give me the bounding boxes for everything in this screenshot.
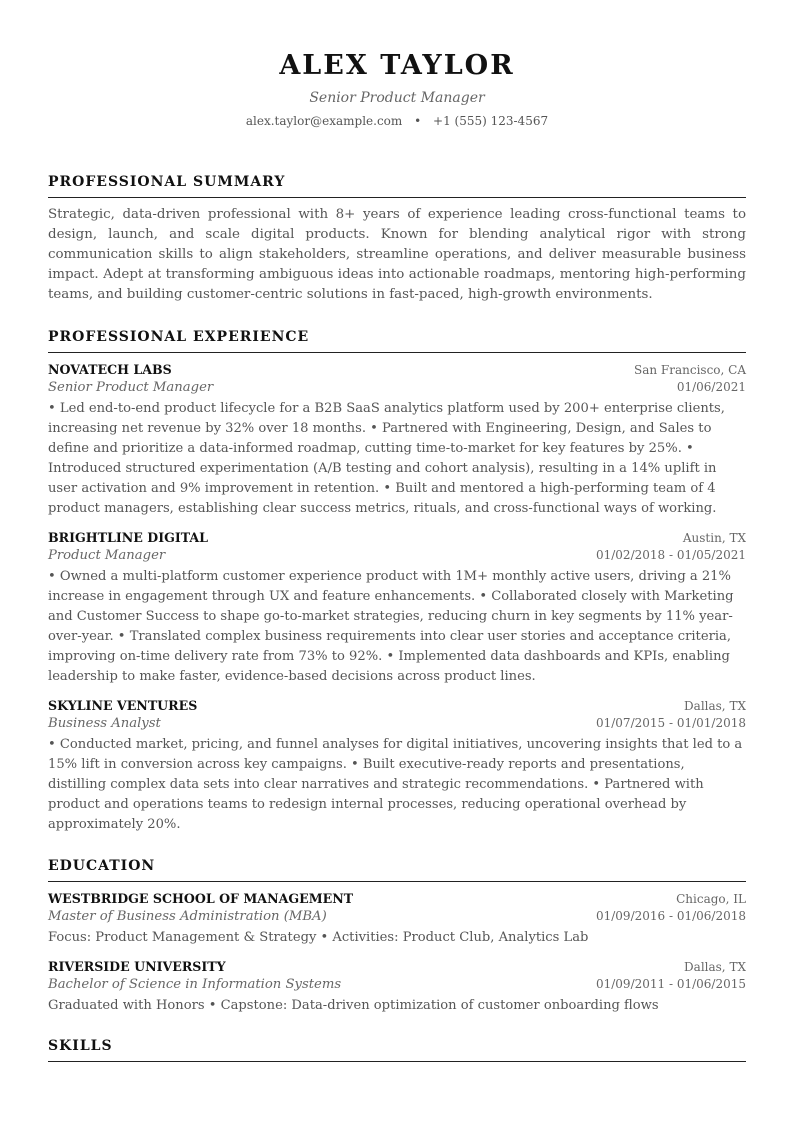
entry-description: • Conducted market, pricing, and funnel analyses for digital initiatives, uncovering insights that led to a 15% lift in conversion across key campaigns. • Built executive-ready reports and presentations, distilling complex data sets into clear narratives and strategic recommendations. • Partnered with product and operations teams to redesign internal processes, reducing operational overhead by approximately 20%. <box>48 737 743 832</box>
entry-header-row <box>48 529 746 547</box>
entry-dates: 01/09/2016 - 01/06/2018 <box>595 909 746 923</box>
entry-subheader-row <box>48 715 746 733</box>
entry-details: Graduated with Honors • Capstone: Data-driven optimization of customer onboarding flows <box>48 998 659 1013</box>
entry-location: Dallas, TX <box>684 699 746 713</box>
education-section <box>48 857 746 1016</box>
entry-details: Focus: Product Management & Strategy • Activities: Product Club, Analytics Lab <box>48 930 589 945</box>
section-title-summary: PROFESSIONAL SUMMARY <box>48 173 746 198</box>
entry-organization: SKYLINE VENTURES <box>48 698 198 713</box>
contact-line <box>48 113 746 129</box>
experience-entry <box>48 697 746 835</box>
contact-separator: • <box>414 114 422 128</box>
entry-header-row <box>48 697 746 715</box>
entry-organization: BRIGHTLINE DIGITAL <box>48 530 209 545</box>
entry-subheader-row <box>48 547 746 565</box>
entry-organization: NOVATECH LABS <box>48 362 172 377</box>
education-entry <box>48 890 746 948</box>
experience-entry <box>48 361 746 519</box>
entry-subheader-row <box>48 908 746 926</box>
experience-section <box>48 328 746 835</box>
entry-description: • Owned a multi-platform customer experience product with 1M+ monthly active users, driving a 21% increase in engagement through UX and feature enhancements. • Collaborated closely with Marketing and Customer Success to shape go-to-market strategies, reducing churn in key segments by 11% year-over-year. • Translated complex business requirements into clear user stories and acceptance criteria, improving on-time delivery rate from 73% to 92%. • Implemented data dashboards and KPIs, enabling leadership to make faster, evidence-based decisions across product lines. <box>48 569 734 684</box>
entry-dates: 01/09/2011 - 01/06/2015 <box>595 977 746 991</box>
candidate-headline: Senior Product Manager <box>309 90 485 106</box>
entry-degree: Master of Business Administration (MBA) <box>48 909 327 924</box>
contact-email[interactable]: alex.taylor@example.com <box>245 114 403 128</box>
entry-dates: 01/06/2021 <box>676 380 746 394</box>
entry-header-row <box>48 890 746 908</box>
summary-text: Strategic, data-driven professional with 8+ years of experience leading cross-functional teams to design, launch, and scale digital products. Known for blending analytical rigor with strong communication skills to align stakeholders, streamline operations, and deliver measurable business impact. Adept at transforming ambiguous ideas into actionable roadmaps, mentoring high-performing teams, and building customer-centric solutions in fast-paced, high-growth environments. <box>48 207 746 302</box>
entry-subheader-row <box>48 976 746 994</box>
entry-description: • Led end-to-end product lifecycle for a B2B SaaS analytics platform used by 200+ enterprise clients, increasing net revenue by 32% over 18 months. • Partnered with Engineering, Design, and Sales to define and prioritize a data-informed roadmap, cutting time-to-market for key features by 25%. • Introduced structured experimentation (A/B testing and cohort analysis), resulting in a 14% uplift in user activation and 9% improvement in retention. • Built and mentored a high-performing team of 4 product managers, establishing clear success metrics, rituals, and cross-functional ways of working. <box>48 401 725 516</box>
section-title-experience: PROFESSIONAL EXPERIENCE <box>48 328 746 353</box>
candidate-name: ALEX TAYLOR <box>279 50 515 81</box>
entry-dates: 01/02/2018 - 01/05/2021 <box>595 548 746 562</box>
entry-degree: Bachelor of Science in Information Systems <box>48 977 342 992</box>
entry-location: Austin, TX <box>682 531 746 545</box>
entry-location: San Francisco, CA <box>633 363 746 377</box>
summary-section <box>48 173 746 305</box>
section-title-education: EDUCATION <box>48 857 746 882</box>
skills-section <box>48 1037 746 1062</box>
entry-location: Dallas, TX <box>684 960 746 974</box>
section-title-skills: SKILLS <box>48 1037 746 1062</box>
entry-header-row <box>48 958 746 976</box>
education-entry <box>48 958 746 1016</box>
contact-phone[interactable]: +1 (555) 123-4567 <box>433 114 549 128</box>
entry-header-row <box>48 361 746 379</box>
entry-dates: 01/07/2015 - 01/01/2018 <box>595 716 746 730</box>
experience-entry <box>48 529 746 687</box>
entry-location: Chicago, IL <box>676 892 746 906</box>
entry-institution: RIVERSIDE UNIVERSITY <box>48 959 226 974</box>
entry-role: Business Analyst <box>48 716 161 731</box>
entry-role: Senior Product Manager <box>48 380 214 395</box>
entry-role: Product Manager <box>48 548 166 563</box>
resume-header <box>48 0 746 129</box>
entry-subheader-row <box>48 379 746 397</box>
entry-institution: WESTBRIDGE SCHOOL OF MANAGEMENT <box>48 891 354 906</box>
